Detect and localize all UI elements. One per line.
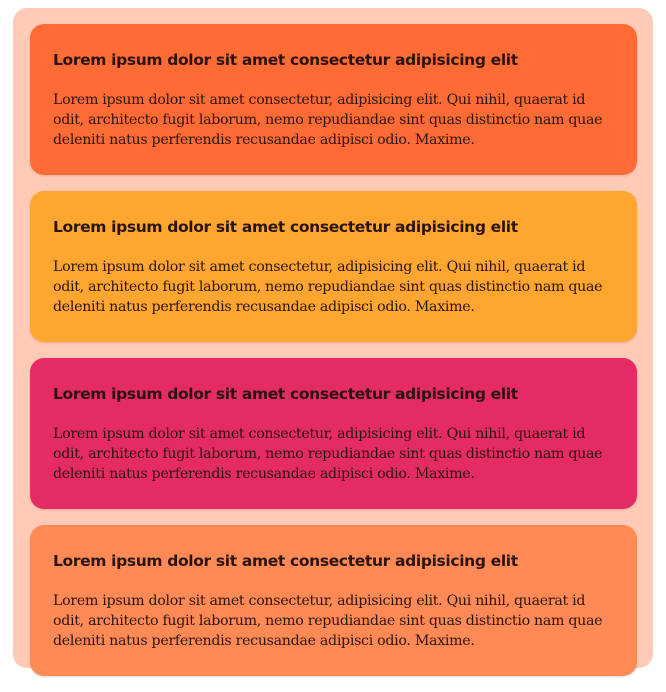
card — [30, 358, 637, 509]
card-title: Lorem ipsum dolor sit amet consectetur adipisicing elit — [53, 385, 518, 403]
card-body: Lorem ipsum dolor sit amet consectetur, adipisicing elit. Qui nihil, quaerat id odit, architecto fugit laborum, nemo repudiandae sint quas distinctio nam quae deleniti natus perferendis recusandae adipisci odio. Maxime. — [53, 92, 603, 148]
page-container — [13, 8, 653, 668]
card — [30, 191, 637, 342]
card-body: Lorem ipsum dolor sit amet consectetur, adipisicing elit. Qui nihil, quaerat id odit, architecto fugit laborum, nemo repudiandae sint quas distinctio nam quae deleniti natus perferendis recusandae adipisci odio. Maxime. — [53, 426, 603, 482]
card-list — [30, 24, 637, 692]
card-title: Lorem ipsum dolor sit amet consectetur adipisicing elit — [53, 552, 518, 570]
card-title: Lorem ipsum dolor sit amet consectetur adipisicing elit — [53, 51, 518, 69]
card — [30, 525, 637, 676]
card — [30, 24, 637, 175]
card-title: Lorem ipsum dolor sit amet consectetur adipisicing elit — [53, 218, 518, 236]
card-body: Lorem ipsum dolor sit amet consectetur, adipisicing elit. Qui nihil, quaerat id odit, architecto fugit laborum, nemo repudiandae sint quas distinctio nam quae deleniti natus perferendis recusandae adipisci odio. Maxime. — [53, 259, 603, 315]
card-body: Lorem ipsum dolor sit amet consectetur, adipisicing elit. Qui nihil, quaerat id odit, architecto fugit laborum, nemo repudiandae sint quas distinctio nam quae deleniti natus perferendis recusandae adipisci odio. Maxime. — [53, 593, 603, 649]
